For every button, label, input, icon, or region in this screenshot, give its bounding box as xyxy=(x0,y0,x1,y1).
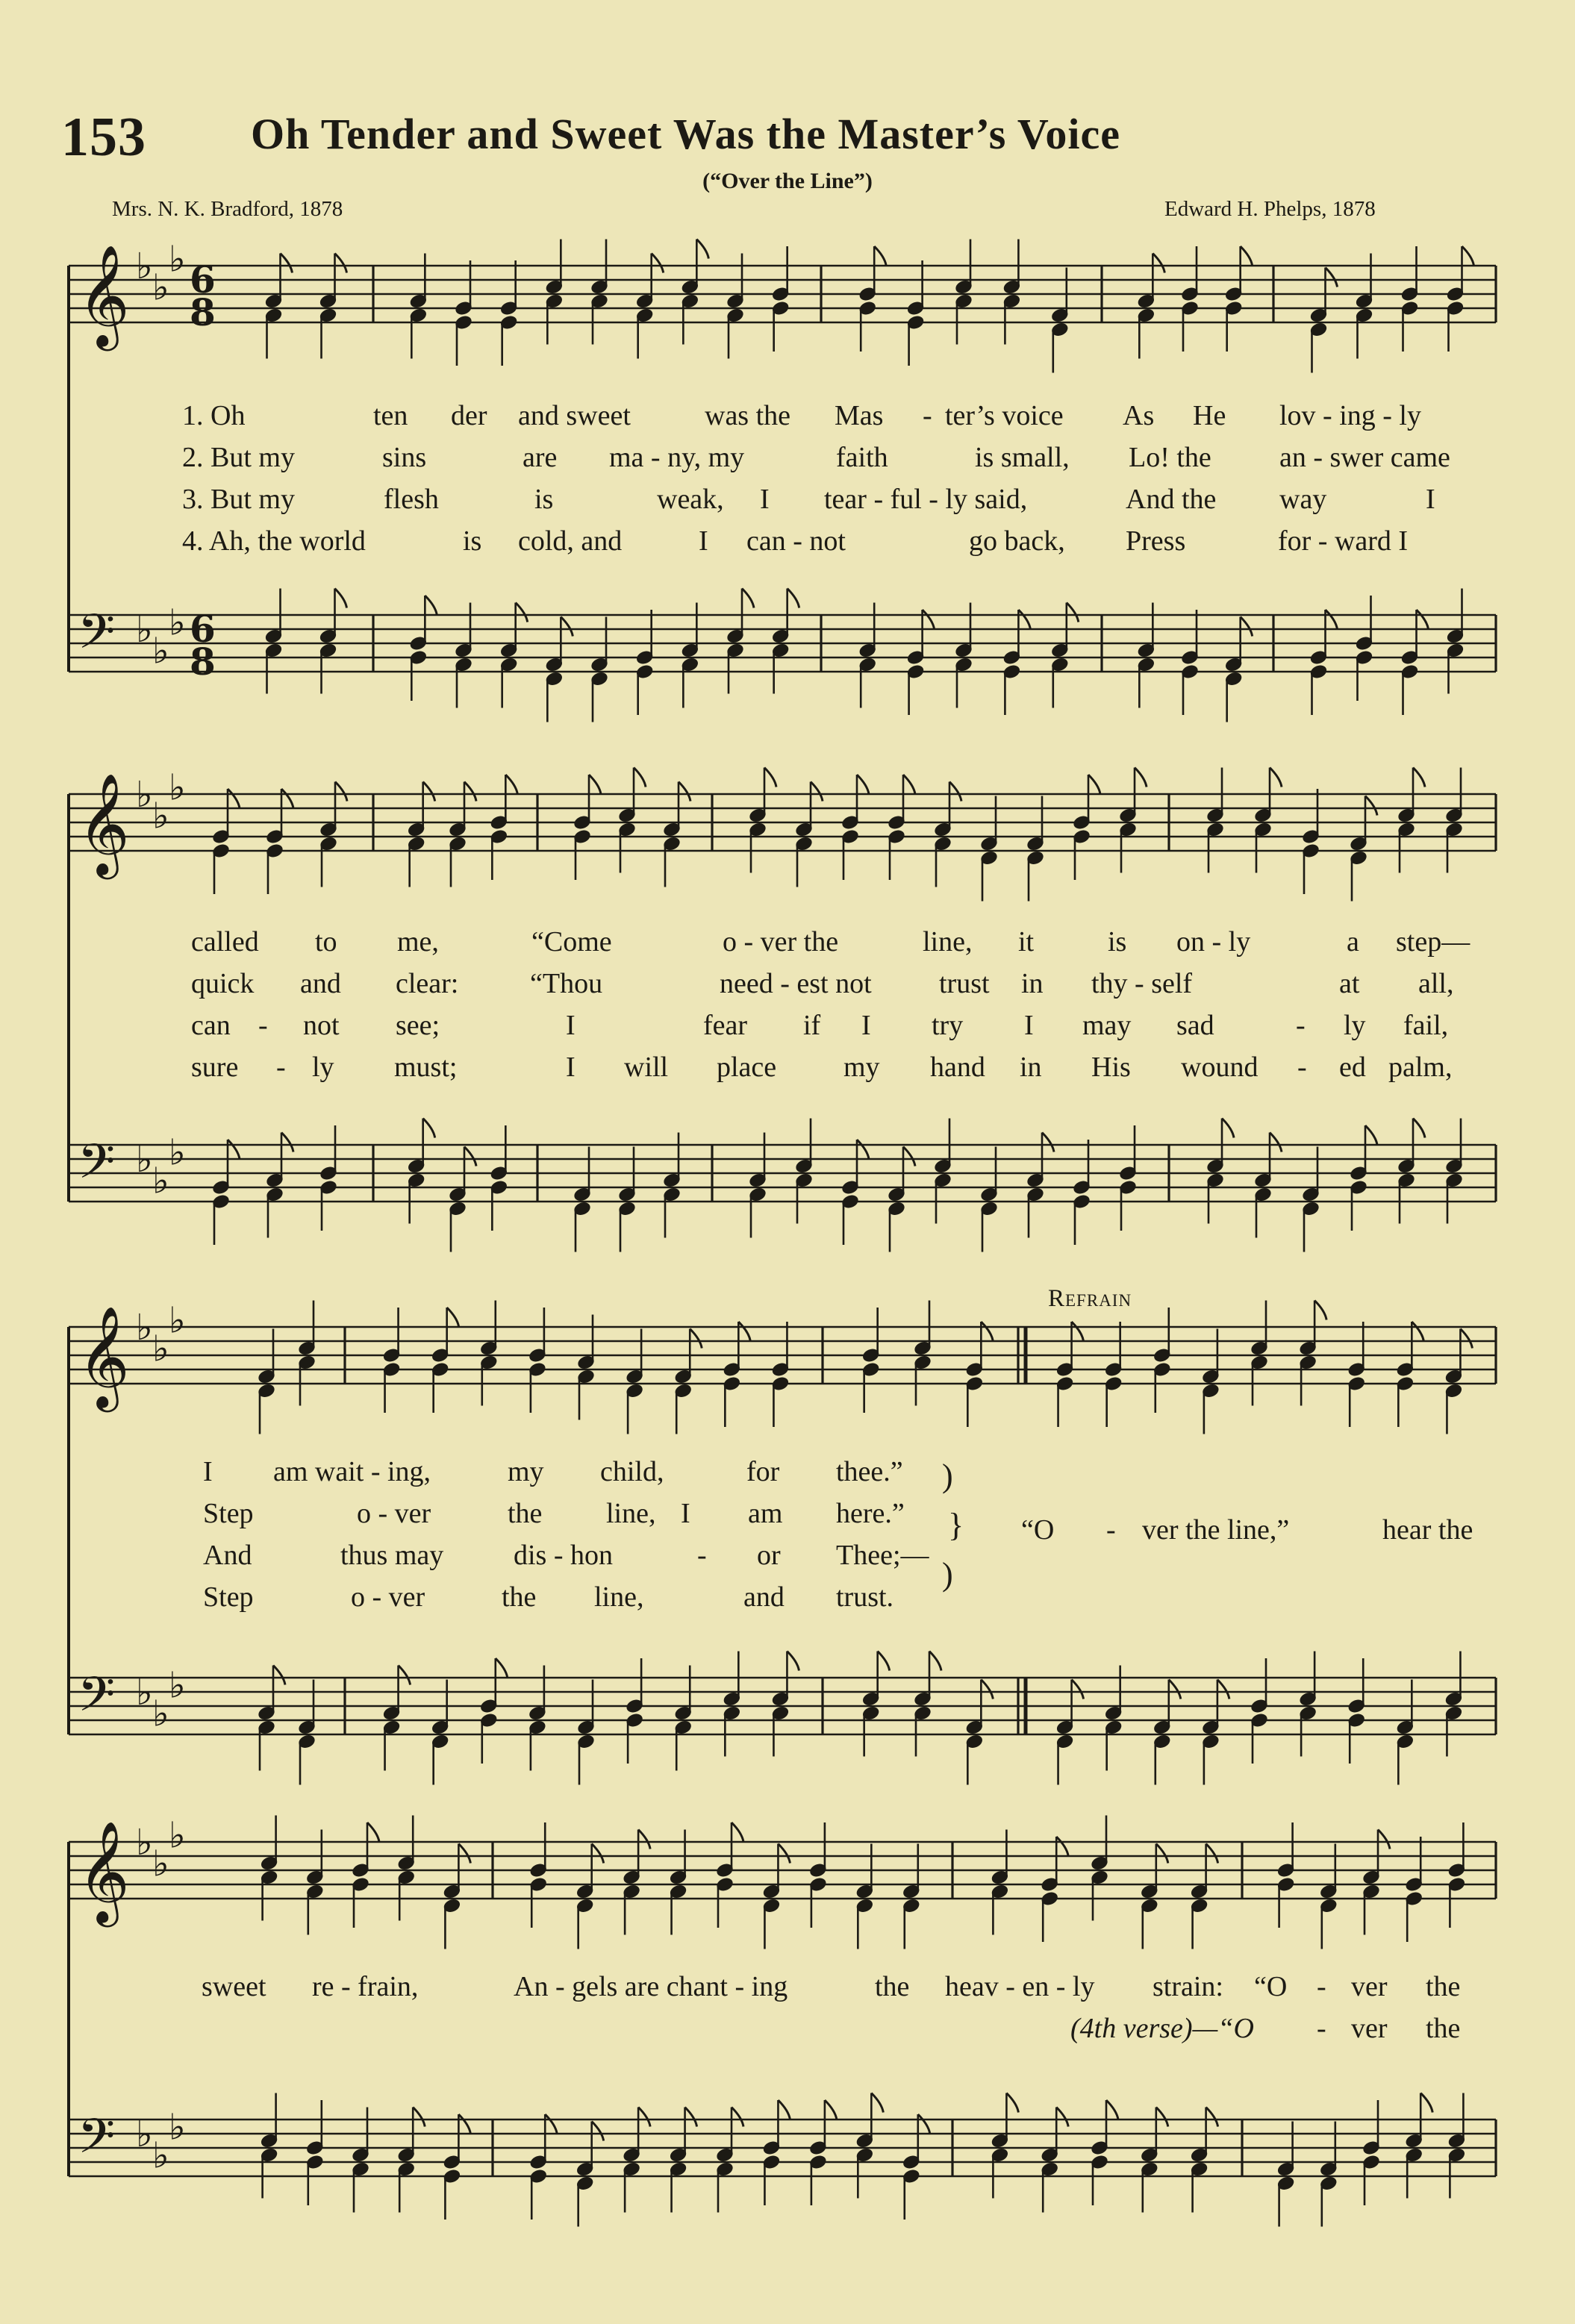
words-credit: Mrs. N. K. Bradford, 1878 xyxy=(112,197,343,221)
lyric-word: ly xyxy=(1344,1010,1366,1041)
note-flag xyxy=(732,2108,743,2127)
lyric-word: quick xyxy=(191,968,255,999)
lyric-word: flesh xyxy=(384,484,439,515)
note-flag xyxy=(929,1652,941,1671)
lyric-word: - xyxy=(1317,1971,1326,2002)
lyric-word: 4. Ah, the world xyxy=(182,525,366,557)
lyric-word: Thee;— xyxy=(836,1540,929,1571)
note-flag xyxy=(592,1844,604,1864)
lyric-word: trust. xyxy=(836,1581,894,1613)
note-flag xyxy=(1072,1680,1084,1699)
lyric-word: am xyxy=(748,1498,783,1529)
lyric-word: in xyxy=(1021,968,1044,999)
note-flag xyxy=(1270,768,1282,787)
lyric-word: Step xyxy=(203,1498,254,1529)
note-flag xyxy=(1326,268,1338,287)
lyric-word: may xyxy=(1082,1010,1132,1041)
time-signature: 6 xyxy=(190,607,216,651)
lyric-word: in xyxy=(1020,1052,1042,1083)
lyric-word: I xyxy=(566,1010,576,1041)
lyric-word: - xyxy=(923,400,932,431)
note-flag xyxy=(458,1844,470,1864)
lyric-word: dis - hon xyxy=(514,1540,613,1571)
lyric-word: the xyxy=(1426,1971,1461,2002)
note-flag xyxy=(1072,1322,1084,1341)
lyric-word: way xyxy=(1279,484,1327,515)
lyric-word: “O xyxy=(1254,1971,1288,2002)
note-flag xyxy=(367,1822,379,1842)
note-flag xyxy=(1413,1119,1425,1138)
lyric-word: line, xyxy=(923,926,973,958)
clef-symbol: 𝄢 xyxy=(78,605,116,672)
hymn-title: Oh Tender and Sweet Was the Master’s Voice xyxy=(251,110,1120,158)
note-flag xyxy=(1156,2108,1168,2127)
note-flag xyxy=(949,782,961,802)
note-flag xyxy=(738,1322,750,1341)
lyric-word: fear xyxy=(703,1010,748,1041)
lyric-word: 3. But my xyxy=(182,484,295,515)
lyric-word: ver the line,” xyxy=(1142,1514,1290,1546)
clef-symbol: 𝄞 xyxy=(78,771,130,875)
note-flag xyxy=(1412,1322,1423,1341)
lyric-word: And the xyxy=(1126,484,1217,515)
lyric-word: thee.” xyxy=(836,1456,903,1487)
note-flag xyxy=(1222,1119,1234,1138)
lyric-word: line, xyxy=(594,1581,644,1613)
note-flag xyxy=(1314,1301,1326,1320)
lyric-word: - xyxy=(1297,1052,1307,1083)
note-flag xyxy=(811,782,823,802)
lyric-word: for xyxy=(746,1456,780,1487)
lyric-word: is xyxy=(534,484,554,515)
lyric-word: thy - self xyxy=(1091,968,1193,999)
note-flag xyxy=(857,1140,869,1159)
flat-sign: ♭ xyxy=(169,602,186,644)
lyric-word: must; xyxy=(394,1052,458,1083)
note-flag xyxy=(874,246,886,266)
lyric-word: - xyxy=(276,1052,286,1083)
lyric-word: will xyxy=(624,1052,669,1083)
note-flag xyxy=(447,1308,459,1327)
lyric-word: step— xyxy=(1396,926,1470,958)
note-flag xyxy=(1206,1844,1218,1864)
note-flag xyxy=(1067,603,1079,622)
lyric-word: ten xyxy=(373,400,408,431)
note-flag xyxy=(335,254,347,273)
lyric-word: a xyxy=(1347,926,1359,958)
lyric-word: And xyxy=(203,1540,252,1571)
lyric-word: I xyxy=(1024,1010,1034,1041)
note-flag xyxy=(903,775,915,794)
lyric-word: for - ward I xyxy=(1278,525,1409,557)
lyric-word: me, xyxy=(397,926,439,958)
note-flag xyxy=(1365,1125,1377,1145)
note-flag xyxy=(1169,1680,1181,1699)
lyric-word: weak, xyxy=(657,484,724,515)
lyric-word: 1. Oh xyxy=(182,400,246,431)
note-flag xyxy=(335,782,347,802)
note-flag xyxy=(1270,1133,1282,1152)
note-flag xyxy=(1378,1830,1390,1849)
flat-sign: ♭ xyxy=(169,1664,186,1707)
lyric-word: faith xyxy=(836,442,888,473)
lyric-word: an - swer came xyxy=(1279,442,1450,473)
note-flag xyxy=(742,589,754,608)
lyric-word: - xyxy=(1296,1010,1306,1041)
note-flag xyxy=(1365,796,1377,816)
lyric-word: hand xyxy=(930,1052,985,1083)
lyric-word: Step xyxy=(203,1581,254,1613)
note-flag xyxy=(918,2114,930,2134)
verse-brace: } xyxy=(948,1507,964,1543)
note-flag xyxy=(787,1652,799,1671)
note-flag xyxy=(903,1147,915,1166)
note-flag xyxy=(1241,617,1253,637)
note-flag xyxy=(505,775,517,794)
lyric-word: - xyxy=(1106,1514,1116,1546)
lyric-word: ly xyxy=(312,1052,334,1083)
lyric-word: child, xyxy=(600,1456,664,1487)
music-credit: Edward H. Phelps, 1878 xyxy=(1164,197,1376,221)
refrain-label: Refrain xyxy=(1048,1285,1132,1312)
note-flag xyxy=(981,1680,993,1699)
note-flag xyxy=(1056,2108,1068,2127)
note-flag xyxy=(281,254,293,273)
lyric-word: called xyxy=(191,926,259,958)
flat-sign: ♭ xyxy=(169,1131,186,1174)
lyric-word: ed xyxy=(1339,1052,1366,1083)
note-flag xyxy=(228,789,240,808)
note-flag xyxy=(696,240,708,259)
flat-sign: ♭ xyxy=(152,1160,169,1202)
note-flag xyxy=(228,1140,240,1159)
note-flag xyxy=(399,1666,411,1685)
note-flag xyxy=(273,1666,285,1685)
note-flag xyxy=(281,1133,293,1152)
note-flag xyxy=(1462,246,1474,266)
note-flag xyxy=(1206,2108,1218,2127)
lyric-word: try xyxy=(932,1010,964,1041)
flat-sign: ♭ xyxy=(169,238,186,281)
lyric-word: ver xyxy=(1351,1971,1388,2002)
lyric-word: not xyxy=(303,1010,340,1041)
lyric-word: He xyxy=(1193,400,1226,431)
lyric-word: fail, xyxy=(1403,1010,1449,1041)
lyric-word: if xyxy=(803,1010,821,1041)
clef-symbol: 𝄞 xyxy=(78,1819,130,1922)
flat-sign: ♭ xyxy=(169,2106,186,2149)
verse-brace: ) xyxy=(942,1556,953,1593)
lyric-word: o - ver xyxy=(351,1581,425,1613)
lyric-word: trust xyxy=(939,968,990,999)
lyric-word: I xyxy=(203,1456,213,1487)
flat-sign: ♭ xyxy=(136,1139,153,1181)
lyric-word: go back, xyxy=(969,525,1065,557)
flat-sign: ♭ xyxy=(169,766,186,809)
note-flag xyxy=(878,1652,890,1671)
clef-symbol: 𝄢 xyxy=(78,2109,116,2176)
note-flag xyxy=(788,589,799,608)
lyric-word: palm, xyxy=(1388,1052,1453,1083)
lyric-word: am wait - ing, xyxy=(273,1456,431,1487)
lyric-word: I xyxy=(760,484,770,515)
note-flag xyxy=(1326,610,1338,629)
note-flag xyxy=(1018,610,1030,629)
lyric-word: need - est not xyxy=(720,968,872,999)
lyric-word: at xyxy=(1339,968,1360,999)
flat-sign: ♭ xyxy=(152,2134,169,2177)
lyric-word: is xyxy=(463,525,482,557)
flat-sign: ♭ xyxy=(136,609,153,652)
note-flag xyxy=(1417,610,1429,629)
clef-symbol: 𝄢 xyxy=(78,1667,116,1734)
lyric-word: the xyxy=(875,1971,910,2002)
lyric-word: on - ly xyxy=(1176,926,1251,958)
note-flag xyxy=(685,2108,697,2127)
lyric-word: heav - en - ly xyxy=(945,1971,1095,2002)
note-flag xyxy=(592,2122,604,2141)
note-flag xyxy=(423,782,435,802)
note-flag xyxy=(857,775,869,794)
lyric-word: (4th verse)—“O xyxy=(1070,2013,1254,2044)
lyric-word: clear: xyxy=(396,968,459,999)
note-flag xyxy=(1156,1844,1168,1864)
lyric-word: ver xyxy=(1351,2013,1388,2044)
lyric-word: 2. But my xyxy=(182,442,295,473)
note-flag xyxy=(825,2100,837,2120)
lyric-word: and sweet xyxy=(518,400,631,431)
note-flag xyxy=(1153,254,1164,273)
note-flag xyxy=(1413,768,1425,787)
lyric-word: An - gels are chant - ing xyxy=(514,1971,788,2002)
hymn-subtitle: (“Over the Line”) xyxy=(702,169,873,193)
lyric-word: the xyxy=(1426,2013,1461,2044)
flat-sign: ♭ xyxy=(152,630,169,672)
hymn-number: 153 xyxy=(61,107,146,168)
flat-sign: ♭ xyxy=(152,1843,169,1885)
note-flag xyxy=(981,1322,993,1341)
note-flag xyxy=(413,2108,425,2127)
note-flag xyxy=(638,2108,650,2127)
note-flag xyxy=(464,1147,476,1166)
note-flag xyxy=(690,1329,702,1349)
note-flag xyxy=(1241,246,1253,266)
note-flag xyxy=(545,2114,557,2134)
note-flag xyxy=(1106,2100,1118,2120)
lyric-word: the xyxy=(508,1498,543,1529)
clef-symbol: 𝄞 xyxy=(78,1304,130,1408)
lyric-word: re - frain, xyxy=(312,1971,419,2002)
note-flag xyxy=(589,775,601,794)
note-flag xyxy=(561,617,573,637)
note-flag xyxy=(335,589,347,608)
note-flag xyxy=(425,596,437,615)
flat-sign: ♭ xyxy=(169,1299,186,1342)
lyric-word: to xyxy=(315,926,337,958)
lyric-word: I xyxy=(681,1498,690,1529)
lyric-word: my xyxy=(843,1052,880,1083)
note-flag xyxy=(679,782,690,802)
lyric-word: here.” xyxy=(836,1498,905,1529)
lyric-word: sure xyxy=(191,1052,239,1083)
lyric-word: strain: xyxy=(1153,1971,1223,2002)
lyric-word: and xyxy=(743,1581,785,1613)
time-signature: 6 xyxy=(190,257,216,302)
note-flag xyxy=(638,1830,650,1849)
flat-sign: ♭ xyxy=(136,1307,153,1349)
flat-sign: ♭ xyxy=(152,1693,169,1735)
lyric-word: the xyxy=(502,1581,537,1613)
lyric-word: it xyxy=(1018,926,1035,958)
note-flag xyxy=(1056,1837,1068,1856)
flat-sign: ♭ xyxy=(169,1814,186,1857)
lyric-word: - xyxy=(1317,2013,1326,2044)
flat-sign: ♭ xyxy=(152,266,169,309)
lyric-word: all, xyxy=(1418,968,1454,999)
lyric-word: or xyxy=(757,1540,781,1571)
lyric-word: lov - ing - ly xyxy=(1279,400,1421,431)
lyric-word: “Come xyxy=(531,926,612,958)
note-flag xyxy=(1042,1133,1054,1152)
clef-symbol: 𝄢 xyxy=(78,1134,116,1202)
flat-sign: ♭ xyxy=(152,795,169,837)
lyric-word: tear - ful - ly said, xyxy=(824,484,1028,515)
clef-symbol: 𝄞 xyxy=(78,243,130,346)
lyric-word: - xyxy=(258,1010,268,1041)
flat-sign: ♭ xyxy=(136,246,153,288)
note-flag xyxy=(516,603,528,622)
note-flag xyxy=(923,610,935,629)
lyric-word: Press xyxy=(1126,525,1186,557)
lyric-word: - xyxy=(697,1540,707,1571)
time-signature: 8 xyxy=(190,640,216,684)
note-flag xyxy=(1420,2093,1432,2113)
note-flag xyxy=(1217,1680,1229,1699)
lyric-word: sins xyxy=(382,442,427,473)
lyric-word: o - ver the xyxy=(723,926,839,958)
note-flag xyxy=(778,1844,790,1864)
lyric-word: can - not xyxy=(746,525,846,557)
note-flag xyxy=(496,1658,508,1678)
lyric-word: and xyxy=(300,968,341,999)
lyric-word: der xyxy=(451,400,487,431)
note-flag xyxy=(652,254,664,273)
lyric-word: “O xyxy=(1021,1514,1055,1546)
lyric-word: my xyxy=(508,1456,544,1487)
lyric-word: can xyxy=(191,1010,231,1041)
lyric-word: sweet xyxy=(202,1971,266,2002)
lyric-word: o - ver xyxy=(357,1498,431,1529)
lyric-word: ter’s voice xyxy=(945,400,1064,431)
note-flag xyxy=(1135,768,1147,787)
lyric-word: “Thou xyxy=(530,968,603,999)
note-flag xyxy=(281,789,293,808)
lyric-word: His xyxy=(1091,1052,1131,1083)
time-signature: 8 xyxy=(190,290,216,334)
note-flag xyxy=(1460,1329,1472,1349)
lyric-word: As xyxy=(1123,400,1155,431)
note-flag xyxy=(1006,2093,1018,2113)
flat-sign: ♭ xyxy=(136,1822,153,1864)
lyric-word: are xyxy=(523,442,558,473)
note-flag xyxy=(778,2100,790,2120)
flat-sign: ♭ xyxy=(136,1672,153,1714)
verse-brace: ) xyxy=(942,1458,953,1494)
lyric-word: I xyxy=(699,525,708,557)
lyric-word: sad xyxy=(1176,1010,1214,1041)
lyric-word: ma - ny, my xyxy=(609,442,745,473)
note-flag xyxy=(423,1119,435,1138)
lyric-word: thus may xyxy=(340,1540,444,1571)
flat-sign: ♭ xyxy=(136,2114,153,2156)
lyric-word: cold, and xyxy=(518,525,623,557)
note-flag xyxy=(732,1822,743,1842)
lyric-word: hear the xyxy=(1382,1514,1473,1546)
lyric-word: I xyxy=(1426,484,1435,515)
note-flag xyxy=(464,782,476,802)
flat-sign: ♭ xyxy=(136,774,153,816)
lyric-word: I xyxy=(566,1052,576,1083)
flat-sign: ♭ xyxy=(152,1328,169,1370)
lyric-word: is small, xyxy=(975,442,1070,473)
lyric-word: wound xyxy=(1181,1052,1259,1083)
lyric-word: see; xyxy=(396,1010,440,1041)
lyric-word: was the xyxy=(705,400,791,431)
lyric-word: Mas xyxy=(835,400,884,431)
note-flag xyxy=(871,2093,883,2113)
lyric-word: Lo! the xyxy=(1129,442,1211,473)
lyric-word: is xyxy=(1108,926,1127,958)
note-flag xyxy=(458,2114,470,2134)
lyric-word: I xyxy=(861,1010,871,1041)
note-flag xyxy=(764,768,776,787)
lyric-word: line, xyxy=(606,1498,656,1529)
lyric-word: place xyxy=(717,1052,777,1083)
note-flag xyxy=(1088,775,1100,794)
note-flag xyxy=(634,768,646,787)
